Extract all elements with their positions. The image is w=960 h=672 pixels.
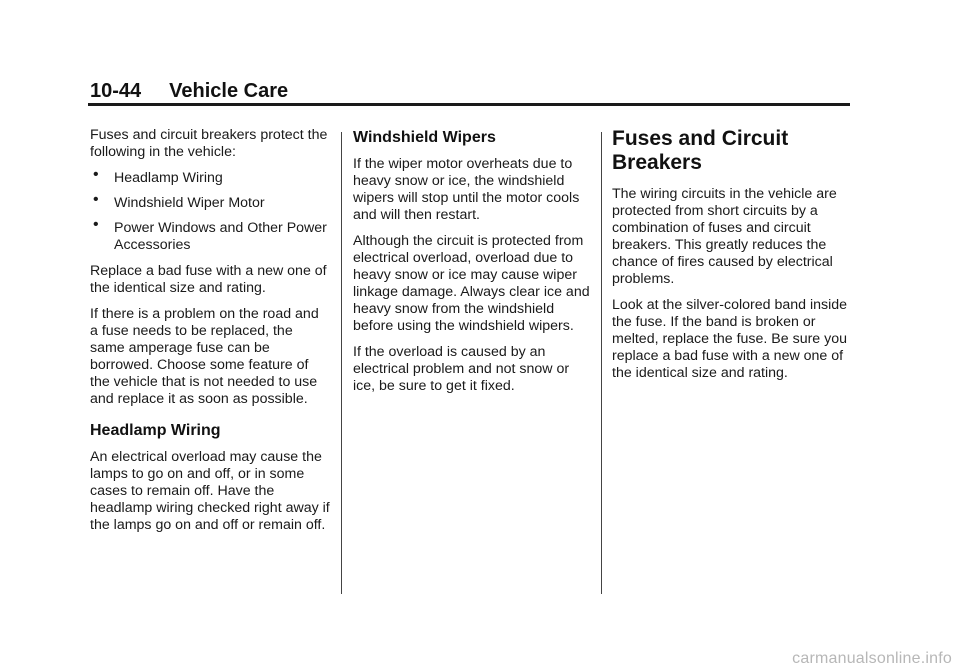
bullet-icon: • xyxy=(93,166,99,183)
wiper-fix-paragraph: If the overload is caused by an electrical problem and not snow or ice, be sure to get it fixed. xyxy=(353,344,570,394)
page-number: 10-44 xyxy=(90,80,142,102)
wiring-circuits-paragraph: The wiring circuits in the vehicle are protected from short circuits by a combination of fuses and circuit breakers. This greatly reduces the chance of fires caused by electrical problems. xyxy=(612,186,837,287)
silver-band-paragraph: Look at the silver-colored band inside the fuse. If the band is broken or melted, replace the fuse. Be sure you replace a bad fuse with a new one of the identical size and rating. xyxy=(612,297,848,381)
column-divider-right xyxy=(601,132,602,594)
section-title: Vehicle Care xyxy=(169,80,289,102)
fuses-circuit-breakers-heading: Fuses and Circuit Breakers xyxy=(612,127,789,174)
wiper-overheat-paragraph: If the wiper motor overheats due to heavy snow or ice, the windshield wipers will stop until the motor cools and will then restart. xyxy=(353,156,580,223)
bullet-icon: • xyxy=(93,191,99,208)
header-rule xyxy=(88,103,850,106)
replace-fuse-paragraph: Replace a bad fuse with a new one of the identical size and rating. xyxy=(90,263,327,296)
intro-paragraph: Fuses and circuit breakers protect the following in the vehicle: xyxy=(90,127,328,160)
bullet-icon: • xyxy=(93,216,99,233)
list-item: • Windshield Wiper Motor xyxy=(93,191,265,211)
column-2 xyxy=(353,127,593,404)
headlamp-wiring-paragraph: An electrical overload may cause the lamps to go on and off, or in some cases to remain off. Have the headlamp wiring checked right away if the lamps go on and off or remain off. xyxy=(90,449,330,533)
road-problem-paragraph: If there is a problem on the road and a fuse needs to be replaced, the same amperage fuse can be borrowed. Choose some feature of the vehicle that is not needed to use and replace it as soon as possible. xyxy=(90,306,319,407)
page-header xyxy=(90,80,288,103)
watermark: carmanualsonline.info xyxy=(792,650,952,667)
windshield-wipers-heading: Windshield Wipers xyxy=(353,129,496,146)
column-3 xyxy=(612,127,857,391)
column-divider-left xyxy=(341,132,342,594)
column-1 xyxy=(90,127,330,543)
list-item: • Power Windows and Other Power Accessories xyxy=(93,216,327,253)
protected-items-list xyxy=(90,166,330,254)
wiper-overload-paragraph: Although the circuit is protected from electrical overload, overload due to heavy snow or ice may cause wiper linkage damage. Always clear ice and heavy snow from the windshield before using the windshield wipers. xyxy=(353,233,590,334)
list-item: • Headlamp Wiring xyxy=(93,166,223,186)
headlamp-wiring-heading: Headlamp Wiring xyxy=(90,422,221,439)
